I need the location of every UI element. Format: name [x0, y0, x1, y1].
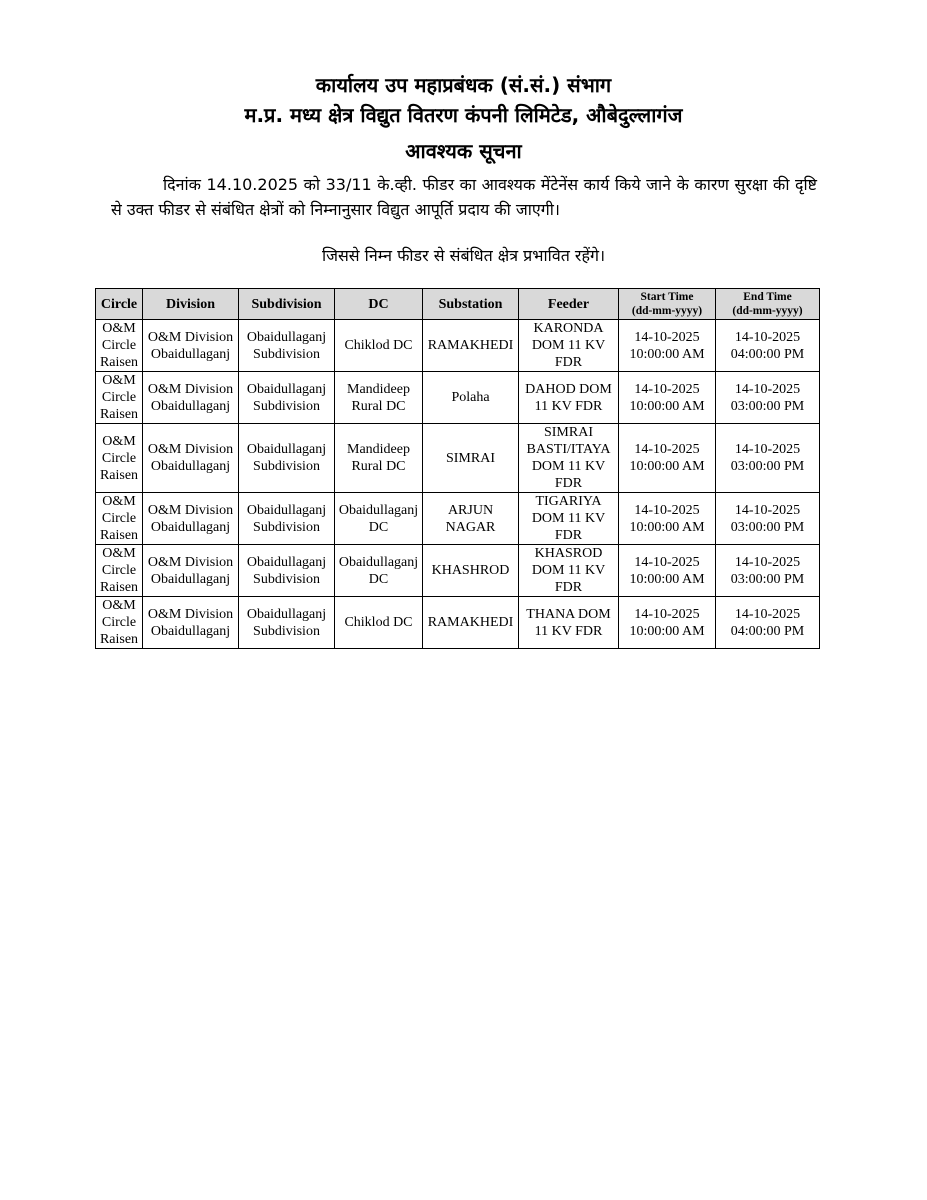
start-time: 10:00:00 AM — [629, 459, 705, 474]
outage-schedule-table — [95, 288, 820, 649]
start-date: 14-10-2025 — [634, 442, 700, 457]
end-date: 14-10-2025 — [734, 502, 801, 518]
cell-substation: KHASHROD — [423, 545, 519, 597]
header-end-time-label: End Time — [743, 291, 792, 303]
table-row — [96, 493, 820, 545]
cell-subdivision: Obaidullaganj Subdivision — [239, 597, 335, 649]
cell-dc: Chiklod DC — [335, 597, 423, 649]
cell-end — [716, 597, 820, 649]
cell-start — [619, 493, 716, 545]
header-substation: Substation — [423, 289, 519, 320]
cell-end — [716, 372, 820, 424]
cell-end — [716, 545, 820, 597]
cell-start — [619, 424, 716, 493]
table-header-row — [96, 289, 820, 320]
end-time: 04:00:00 PM — [730, 346, 805, 362]
cell-substation: RAMAKHEDI — [423, 597, 519, 649]
cell-feeder: KARONDA DOM 11 KV FDR — [519, 320, 619, 372]
cell-feeder: DAHOD DOM 11 KV FDR — [519, 372, 619, 424]
cell-dc: Obaidullaganj DC — [335, 493, 423, 545]
end-time: 03:00:00 PM — [730, 398, 805, 414]
end-date: 14-10-2025 — [734, 442, 801, 457]
cell-feeder: THANA DOM 11 KV FDR — [519, 597, 619, 649]
end-date: 14-10-2025 — [734, 554, 801, 570]
notice-heading: आवश्यक सूचना — [405, 139, 522, 163]
cell-subdivision: Obaidullaganj Subdivision — [239, 320, 335, 372]
cell-division: O&M Division Obaidullaganj — [143, 493, 239, 545]
cell-circle: O&M Circle Raisen — [96, 597, 143, 649]
cell-circle: O&M Circle Raisen — [96, 424, 143, 493]
cell-subdivision: Obaidullaganj Subdivision — [239, 372, 335, 424]
header-start-time — [619, 289, 716, 320]
end-date: 14-10-2025 — [734, 606, 801, 622]
cell-circle: O&M Circle Raisen — [96, 493, 143, 545]
notice-paragraph: दिनांक 14.10.2025 को 33/11 के.व्ही. फीडर का आवश्यक मेंटेनेंस कार्य किये जाने के कारण सुरक्षा की दृष्टि से उक्त फीडर से संबंधित क्षेत्रों को निम्नानुसार विद्युत आपूर्ति प्रदाय की जाएगी। — [111, 175, 817, 219]
header-start-time-format: (dd-mm-yyyy) — [631, 305, 703, 317]
cell-end — [716, 493, 820, 545]
start-date: 14-10-2025 — [634, 606, 700, 622]
cell-substation: ARJUN NAGAR — [423, 493, 519, 545]
start-time: 10:00:00 AM — [629, 623, 705, 639]
header-subdivision: Subdivision — [239, 289, 335, 320]
table-row — [96, 597, 820, 649]
start-date: 14-10-2025 — [634, 502, 700, 518]
start-time: 10:00:00 AM — [629, 346, 705, 362]
cell-subdivision: Obaidullaganj Subdivision — [239, 424, 335, 493]
table-row — [96, 372, 820, 424]
cell-dc: Chiklod DC — [335, 320, 423, 372]
cell-division: O&M Division Obaidullaganj — [143, 320, 239, 372]
cell-substation: RAMAKHEDI — [423, 320, 519, 372]
header-circle: Circle — [96, 289, 143, 320]
cell-end — [716, 424, 820, 493]
start-time: 10:00:00 AM — [629, 398, 705, 414]
table-row — [96, 320, 820, 372]
cell-division: O&M Division Obaidullaganj — [143, 545, 239, 597]
office-title: कार्यालय उप महाप्रबंधक (सं.सं.) संभाग — [315, 73, 612, 97]
cell-start — [619, 597, 716, 649]
cell-circle: O&M Circle Raisen — [96, 372, 143, 424]
cell-division: O&M Division Obaidullaganj — [143, 424, 239, 493]
end-date: 14-10-2025 — [734, 381, 801, 397]
start-time: 10:00:00 AM — [629, 571, 705, 587]
cell-start — [619, 320, 716, 372]
cell-subdivision: Obaidullaganj Subdivision — [239, 545, 335, 597]
cell-feeder: KHASROD DOM 11 KV FDR — [519, 545, 619, 597]
header-end-time — [716, 289, 820, 320]
cell-division: O&M Division Obaidullaganj — [143, 597, 239, 649]
company-name: म.प्र. मध्य क्षेत्र विद्युत वितरण कंपनी लिमिटेड, औबेदुल्लागंज — [244, 103, 683, 127]
end-time: 04:00:00 PM — [730, 623, 805, 639]
end-date: 14-10-2025 — [734, 329, 801, 345]
cell-subdivision: Obaidullaganj Subdivision — [239, 493, 335, 545]
start-time: 10:00:00 AM — [629, 519, 705, 535]
table-row — [96, 424, 820, 493]
cell-substation: SIMRAI — [423, 424, 519, 493]
cell-feeder: SIMRAI BASTI/ITAYA DOM 11 KV FDR — [519, 424, 619, 493]
header-start-time-label: Start Time — [640, 291, 694, 303]
header-division: Division — [143, 289, 239, 320]
start-date: 14-10-2025 — [634, 381, 700, 397]
cell-dc: Obaidullaganj DC — [335, 545, 423, 597]
affected-areas-line: जिससे निम्न फीडर से संबंधित क्षेत्र प्रभावित रहेंगे। — [321, 246, 606, 265]
header-feeder: Feeder — [519, 289, 619, 320]
cell-circle: O&M Circle Raisen — [96, 545, 143, 597]
start-date: 14-10-2025 — [634, 329, 700, 345]
header-dc: DC — [335, 289, 423, 320]
cell-dc: Mandideep Rural DC — [335, 372, 423, 424]
end-time: 03:00:00 PM — [730, 519, 805, 535]
header-end-time-format: (dd-mm-yyyy) — [732, 305, 803, 317]
end-time: 03:00:00 PM — [730, 459, 805, 474]
cell-feeder: TIGARIYA DOM 11 KV FDR — [519, 493, 619, 545]
table-row — [96, 545, 820, 597]
cell-dc: Mandideep Rural DC — [335, 424, 423, 493]
end-time: 03:00:00 PM — [730, 571, 805, 587]
cell-end — [716, 320, 820, 372]
cell-start — [619, 372, 716, 424]
cell-circle: O&M Circle Raisen — [96, 320, 143, 372]
cell-substation: Polaha — [423, 372, 519, 424]
cell-division: O&M Division Obaidullaganj — [143, 372, 239, 424]
start-date: 14-10-2025 — [634, 554, 700, 570]
cell-start — [619, 545, 716, 597]
